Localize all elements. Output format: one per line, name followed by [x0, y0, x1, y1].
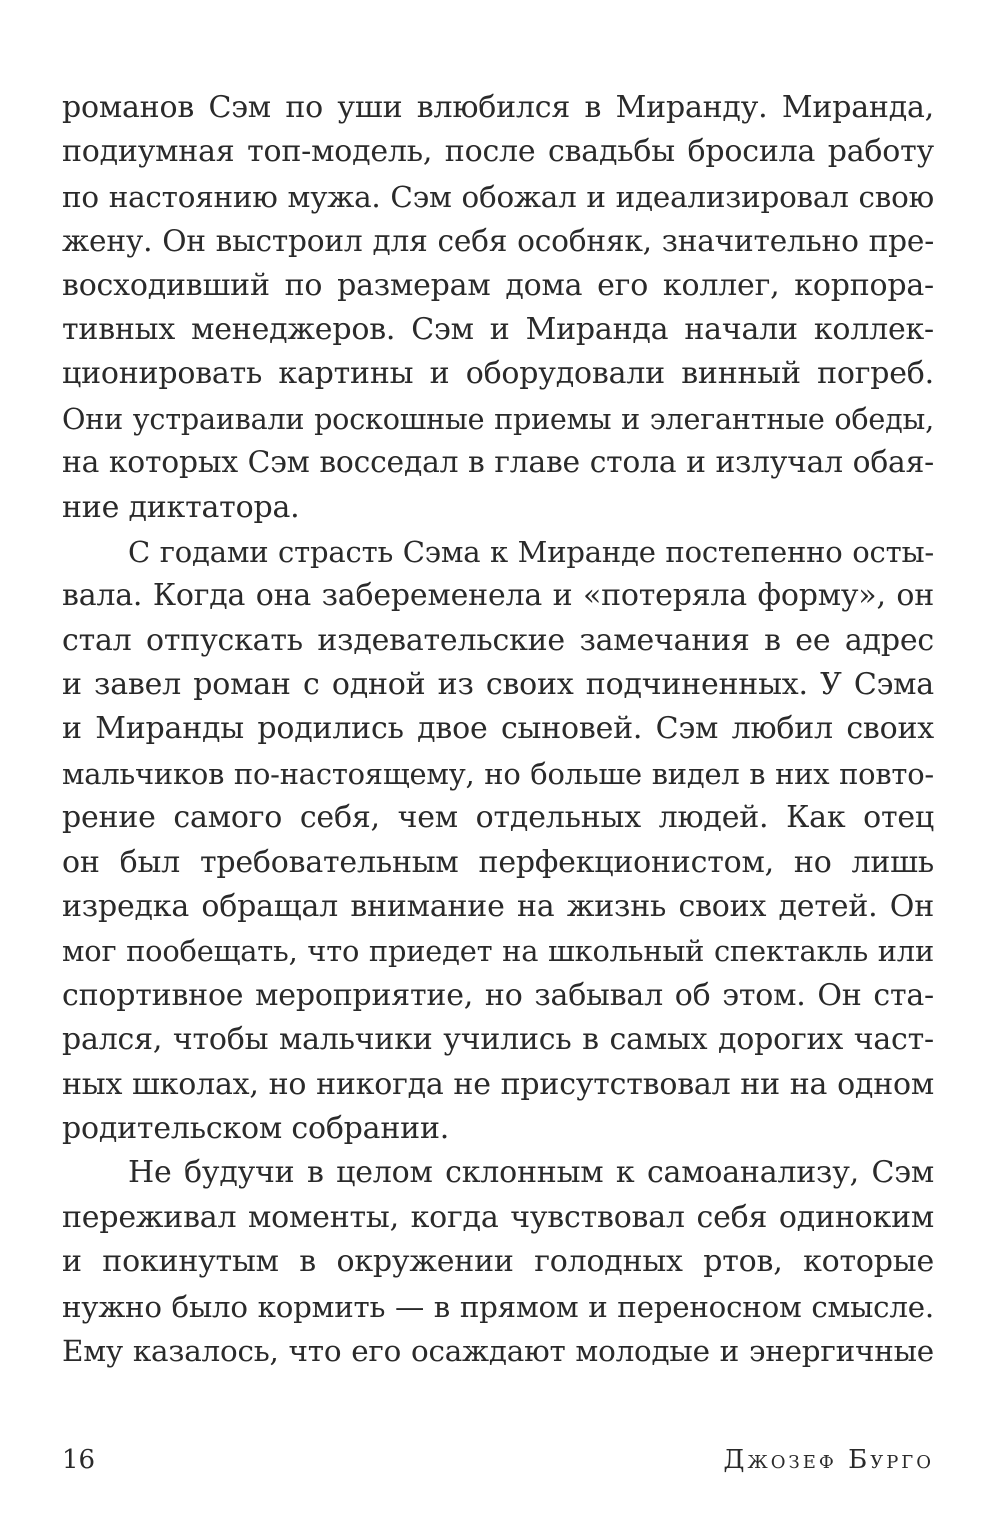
text-line: Не будучи в целом склонным к самоанализу, Сэм: [128, 1155, 934, 1191]
text-line: рался, чтобы мальчики учились в самых дорогих част-: [62, 1022, 934, 1058]
text-line: Они устраивали роскошные приемы и элегантные обеды,: [62, 401, 934, 436]
paragraph-3: [62, 1151, 934, 1373]
text-line: и завел роман с одной из своих подчиненных. У Сэма: [62, 667, 934, 703]
text-line: нужно было кормить — в прямом и переносном смысле.: [62, 1289, 934, 1324]
text-line: Ему казалось, что его осаждают молодые и энергичные: [62, 1333, 934, 1368]
text-line: восходивший по размерам дома его коллег, корпора-: [62, 267, 934, 303]
text-line: мальчиков по-настоящему, но больше видел в них повто-: [62, 756, 934, 791]
text-line: С годами страсть Сэма к Миранде постепенно осты-: [128, 534, 934, 569]
text-line: переживал моменты, когда чувствовал себя одиноким: [62, 1199, 934, 1235]
text-line: на которых Сэм восседал в главе стола и излучал обая-: [62, 445, 934, 481]
text-line: подиумная топ-модель, после свадьбы бросила работу: [62, 134, 934, 170]
paragraph-2: [62, 530, 934, 1151]
text-line: рение самого себя, чем отдельных людей. Как отец: [62, 800, 934, 836]
text-line: и Миранды родились двое сыновей. Сэм любил своих: [62, 711, 934, 747]
text-line: спортивное мероприятие, но забывал об этом. Он ста-: [62, 977, 934, 1013]
page-number: 16: [62, 1445, 96, 1475]
text-line: изредка обращал внимание на жизнь своих детей. Он: [62, 889, 934, 925]
text-line: жену. Он выстроил для себя особняк, значительно пре-: [62, 224, 934, 259]
text-line: ционировать картины и оборудовали винный погреб.: [62, 356, 934, 392]
body-text: [62, 86, 934, 1373]
text-line: ных школах, но никогда не присутствовал ни на одном: [62, 1066, 934, 1102]
text-line: и покинутым в окружении голодных ртов, которые: [62, 1244, 934, 1280]
text-line: ние диктатора.: [62, 489, 300, 525]
text-line: тивных менеджеров. Сэм и Миранда начали коллек-: [62, 311, 934, 347]
running-head-author: Джозеф Бурго: [723, 1445, 934, 1475]
text-line: он был требовательным перфекционистом, но лишь: [62, 844, 934, 880]
page-footer: [62, 1440, 934, 1480]
text-line: романов Сэм по уши влюбился в Миранду. Миранда,: [62, 90, 934, 125]
text-line: стал отпускать издевательские замечания в ее адрес: [62, 622, 934, 658]
text-line: по настоянию мужа. Сэм обожал и идеализировал свою: [62, 179, 934, 214]
text-line: родительском собрании.: [62, 1110, 450, 1146]
text-line: вала. Когда она забеременела и «потеряла форму», он: [62, 578, 934, 614]
text-line: мог пообещать, что приедет на школьный спектакль или: [62, 934, 934, 969]
paragraph-1: [62, 86, 934, 530]
